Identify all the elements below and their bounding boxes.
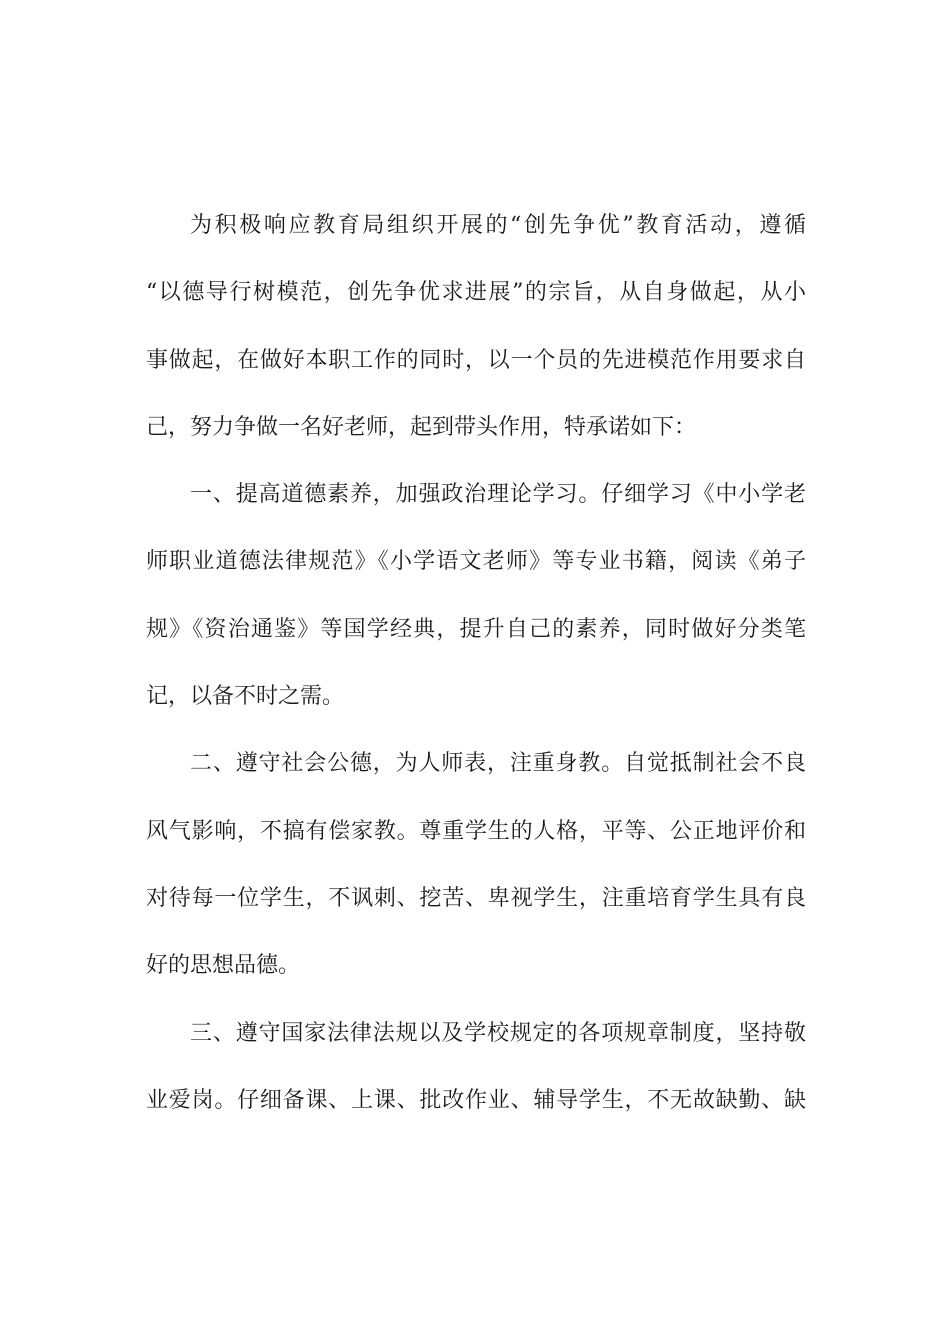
paragraph-3-line-4: 好的思想品德。 (146, 953, 301, 979)
document-body (146, 199, 806, 1141)
paragraph-1-line-1: 为积极响应教育局组织开展的“创先争优”教育活动，遵循 (190, 213, 806, 238)
paragraph-1-line-2: “以德导行树模范，创先争优求进展”的宗旨，从自身做起，从小 (146, 280, 806, 306)
paragraph-1-line-4: 己，努力争做一名好老师，起到带头作用，特承诺如下： (146, 414, 697, 440)
paragraph-2-line-1: 一、提高道德素养，加强政治理论学习。仔细学习《中小学老 (190, 482, 806, 508)
paragraph-1-line-3: 事做起，在做好本职工作的同时，以一个员的先进模范作用要求自 (146, 347, 806, 373)
paragraph-2-line-3: 规》《资治通鉴》等国学经典，提升自己的素养，同时做好分类笔 (146, 616, 806, 642)
paragraph-3-line-2: 风气影响，不搞有偿家教。尊重学生的人格，平等、公正地评价和 (146, 818, 806, 844)
paragraph-4-line-2: 业爱岗。仔细备课、上课、批改作业、辅导学生，不无故缺勤、缺 (146, 1087, 806, 1113)
paragraph-3-line-1: 二、遵守社会公德，为人师表，注重身教。自觉抵制社会不良 (190, 751, 806, 777)
paragraph-2-line-2: 师职业道德法律规范》《小学语文老师》等专业书籍，阅读《弟子 (146, 549, 806, 575)
paragraph-3-line-3: 对待每一位学生，不讽刺、挖苦、卑视学生，注重培育学生具有良 (146, 885, 806, 911)
paragraph-4-line-1: 三、遵守国家法律法规以及学校规定的各项规章制度，坚持敬 (190, 1020, 806, 1046)
paragraph-2-line-4: 记，以备不时之需。 (146, 684, 345, 710)
